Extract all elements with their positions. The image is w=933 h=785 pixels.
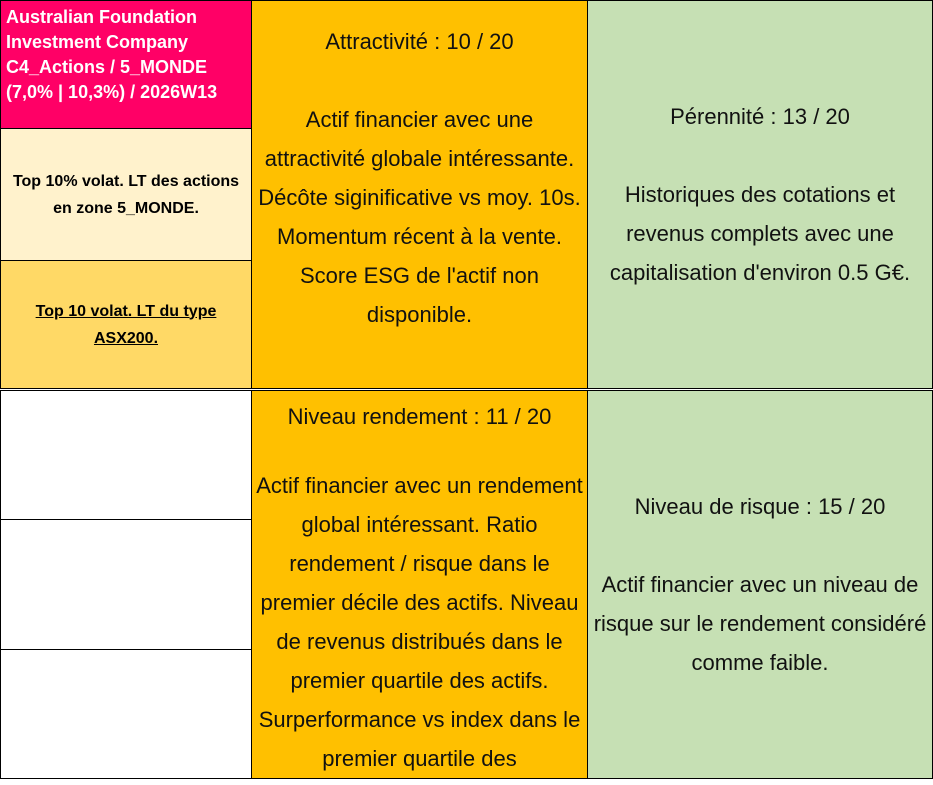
top-type-badge[interactable]: [0, 260, 252, 389]
empty-cell-1: [0, 390, 252, 520]
company-name-line-1: Australian Foundation: [6, 7, 197, 27]
company-name-line-2: Investment Company: [6, 32, 189, 52]
rendement-cell: [251, 390, 588, 779]
rendement-heading: Niveau rendement : 11 / 20: [287, 404, 552, 429]
company-title: [0, 0, 252, 129]
risque-heading: Niveau de risque : 15 / 20: [634, 494, 886, 519]
top-type-link[interactable]: Top 10 volat. LT du type ASX200.: [35, 302, 217, 347]
risque-cell: [587, 390, 933, 779]
company-stats: (7,0% | 10,3%) / 2026W13: [6, 82, 218, 102]
top-zone-text: Top 10% volat. LT des actions en zone 5_MONDE.: [12, 172, 240, 217]
perennite-text: Historiques des cotations et revenus complets avec une capitalisation d'environ 0.5 G€.: [609, 182, 911, 285]
empty-cell-2: [0, 519, 252, 650]
perennite-heading: Pérennité : 13 / 20: [670, 104, 850, 129]
attractivite-text: Actif financier avec une attractivité globale intéressante. Décôte siginificative vs moy. 10s. Momentum récent à la vente. Score ESG de l'actif non disponible.: [258, 107, 581, 327]
empty-cell-3: [0, 649, 252, 779]
risque-text: Actif financier avec un niveau de risque sur le rendement considéré comme faible.: [593, 572, 927, 675]
attractivite-cell: [251, 0, 588, 389]
rendement-text: Actif financier avec un rendement global intéressant. Ratio rendement / risque dans le premier décile des actifs. Niveau de revenus distribués dans le premier quartile des actifs. Surperformance vs index dans le premier quartile des: [256, 473, 583, 771]
perennite-cell: [587, 0, 933, 389]
company-category: C4_Actions / 5_MONDE: [6, 57, 208, 77]
top-zone-badge: [0, 128, 252, 261]
attractivite-heading: Attractivité : 10 / 20: [325, 29, 514, 54]
